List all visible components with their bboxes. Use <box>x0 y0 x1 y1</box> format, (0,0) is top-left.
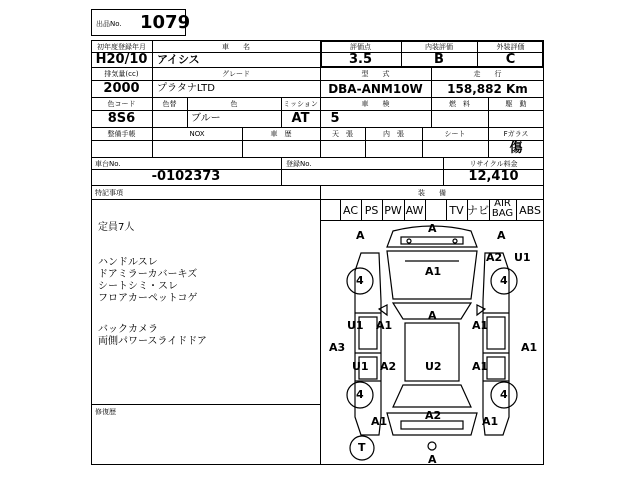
notes-line-1: 定員7人 <box>98 222 135 233</box>
mileage-value: 158,882 Km <box>447 82 528 96</box>
exterior-score-label: 外装評価 <box>496 43 525 51</box>
damage-mark: A1 <box>482 415 499 428</box>
damage-mark: A2 <box>486 251 503 264</box>
color-change-label: 色替 <box>162 100 177 108</box>
notes-label: 特記事項 <box>95 189 123 197</box>
lot-number-box <box>91 9 191 36</box>
registration-label: 初年度登録年月 <box>97 43 146 51</box>
chassis-value: -0102373 <box>151 169 221 184</box>
damage-mark: U2 <box>425 360 442 373</box>
drive-label: 駆 動 <box>505 100 527 108</box>
damage-mark: A1 <box>472 360 489 373</box>
nox-label: NOX <box>189 130 205 138</box>
equipment-abs: ABS <box>519 204 541 217</box>
repair-history-label: 修復歴 <box>95 408 116 416</box>
damage-mark: A2 <box>425 409 442 422</box>
recycle-label: リサイクル料金 <box>469 160 518 168</box>
front-glass-label: Fガラス <box>503 130 529 138</box>
damage-mark: A <box>428 453 437 466</box>
interior-score-value: B <box>434 52 444 67</box>
grade-value: プラタナLTD <box>157 83 215 94</box>
inspection-value: 5 <box>330 111 340 126</box>
equipment-navi: ナビ <box>467 204 489 217</box>
notes-line-5: フロアカーペットコゲ <box>98 293 198 304</box>
mission-label: ミッション <box>283 100 318 108</box>
lot-number: 1079 <box>140 12 191 33</box>
damage-mark: U1 <box>514 251 531 264</box>
equipment-airbag: AIR BAG <box>491 198 514 219</box>
color-code-label: 色コード <box>107 100 136 108</box>
tire-rear-right-value: 4 <box>500 388 508 401</box>
equipment-ac: AC <box>342 204 358 217</box>
car-damage-diagram <box>321 221 543 464</box>
score-label: 評価点 <box>350 43 371 51</box>
notes-line-6: バックカメラ <box>98 324 158 335</box>
manual-label: 整備手帳 <box>107 130 136 138</box>
lot-label: 出品No. <box>96 20 122 28</box>
equipment-pw: PW <box>384 204 402 217</box>
notes-line-2: ハンドルスレ <box>98 257 158 268</box>
damage-mark: A2 <box>380 360 397 373</box>
mileage-label: 走 行 <box>473 70 502 78</box>
notes-line-4: シートシミ・スレ <box>98 281 178 292</box>
grade-label: グレード <box>222 70 250 78</box>
damage-mark: A <box>497 229 506 242</box>
fuel-label: 燃 料 <box>449 100 470 108</box>
reg-no-label: 登録No. <box>286 160 312 168</box>
recycle-value: 12,410 <box>468 169 519 184</box>
interior-score-label: 内装評価 <box>425 43 453 51</box>
damage-mark: A <box>356 229 365 242</box>
equipment-ps: PS <box>364 204 379 217</box>
spare-tire-value: T <box>358 441 366 454</box>
interior-lining-label: 内 張 <box>383 130 404 138</box>
damage-mark: U1 <box>352 360 369 373</box>
ceiling-label: 天 張 <box>332 130 353 138</box>
history-label: 車 歴 <box>270 130 292 138</box>
exterior-score-value: C <box>505 52 516 67</box>
damage-mark: A1 <box>376 319 393 332</box>
tire-front-left-value: 4 <box>356 274 364 287</box>
damage-mark: A1 <box>472 319 489 332</box>
damage-mark: A3 <box>329 341 346 354</box>
notes-line-7: 両側パワースライドドア <box>98 336 207 347</box>
chassis-label: 車台No. <box>95 160 121 168</box>
inspection-label: 車 検 <box>361 100 390 108</box>
score-value: 3.5 <box>348 52 373 67</box>
mission-value: AT <box>291 111 310 126</box>
displacement-value: 2000 <box>103 81 140 96</box>
damage-mark: A1 <box>425 265 442 278</box>
front-glass-value: 傷 <box>509 141 523 156</box>
displacement-label: 排気量(cc) <box>104 70 139 78</box>
registration-value: H20/10 <box>95 52 148 67</box>
notes-line-3: ドアミラーカバーキズ <box>98 269 198 280</box>
color-code-value: 8S6 <box>107 111 136 126</box>
damage-mark: A1 <box>371 415 388 428</box>
damage-mark: A <box>428 222 437 235</box>
damage-mark: U1 <box>347 319 364 332</box>
car-name-value: アイシス <box>157 53 200 66</box>
equipment-tv: TV <box>449 204 464 217</box>
equipment-aw: AW <box>405 204 424 217</box>
seat-label: シート <box>444 130 466 138</box>
tire-front-right-value: 4 <box>500 274 508 287</box>
tire-rear-left-value: 4 <box>356 388 364 401</box>
tailgate-outline <box>393 385 471 407</box>
color-value: ブルー <box>191 113 221 124</box>
car-name-label: 車 名 <box>222 43 250 51</box>
damage-mark: A1 <box>521 341 538 354</box>
model-value: DBA-ANM10W <box>328 82 423 96</box>
model-label: 型 式 <box>361 70 390 78</box>
damage-mark: A <box>428 309 437 322</box>
color-label: 色 <box>230 100 238 108</box>
equipment-label: 装 備 <box>418 189 446 197</box>
